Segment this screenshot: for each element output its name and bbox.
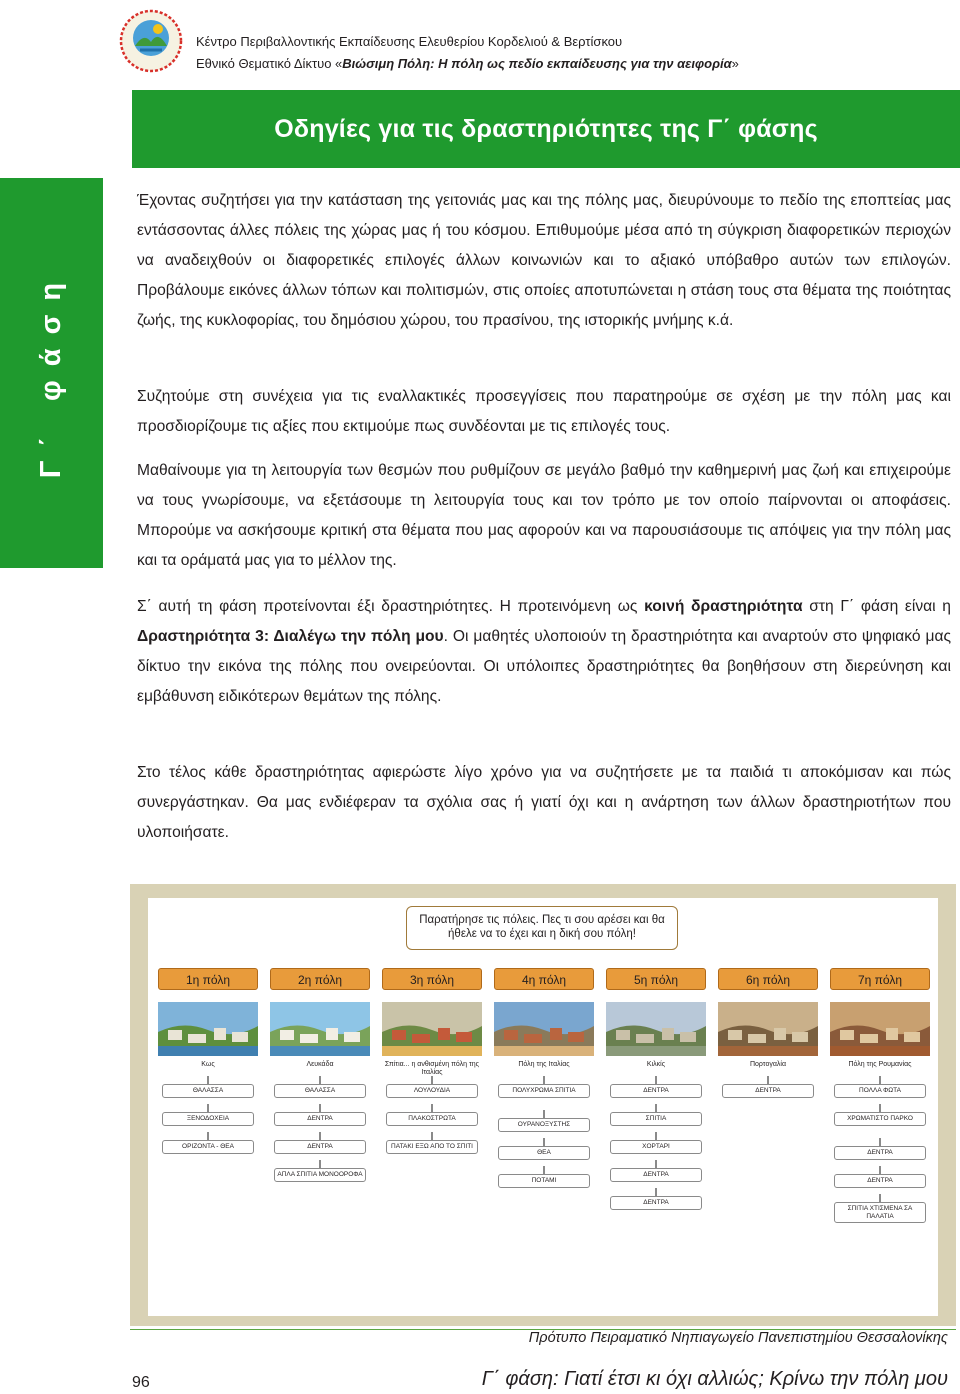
connector-line	[879, 1194, 881, 1202]
paragraph-closing: Στο τέλος κάθε δραστηριότητας αφιερώστε λίγο χρόνο για να συζητήσετε με τα παιδιά τι αποκόμισαν και πώς συνεργάστηκαν. Θα μας ενδιέφεραν τα σχόλια σας ή γιατί όχι και η ανάρτηση των άλλων δραστηριοτήτων που υλοποιήσατε.	[137, 764, 951, 841]
connector-line	[319, 1160, 321, 1168]
city-caption: Πόλη της Ρουμανίας	[848, 1061, 912, 1068]
connector-line	[207, 1104, 209, 1112]
paragraph-intro: Έχοντας συζητήσει για την κατάσταση της γειτονιάς μας και της πόλης μας, διευρύνουμε το πεδίο της εποπτείας μας εντάσσοντας άλλες πόλεις της χώρας μας ή του κόσμου. Επιθυμούμε μέσα από τη σύγκριση διαφορετικών περιοχών να αναδειχθούν οι διαφορετικές επιλογές άλλων κοινωνιών και το αξιακό υπόβαθρο αυτών των επιλογών. Προβάλουμε εικόνες άλλων τόπων και πολιτισμών, στις οποίες αποτυπώνεται η στάση τους στα θέματα της ποιότητας ζωής, της κυκλοφορίας, του δημόσιου χώρου, του πρασίνου, της ιστορικής μνήμης κ.ά.	[137, 192, 951, 329]
city-feature-tag: ΔΕΝΤΡΑ	[610, 1168, 702, 1182]
city-feature-tag: ΣΠΙΤΙΑ ΧΤΙΣΜΕΝΑ ΣΑ ΠΑΛΑΤΙΑ	[834, 1202, 926, 1223]
connector-line	[431, 1132, 433, 1140]
city-column	[602, 898, 710, 1316]
concept-map-title: Παρατήρησε τις πόλεις. Πες τι σου αρέσει και θα ήθελε να το έχει και η δική σου πόλη!	[406, 906, 678, 950]
connector-line	[431, 1104, 433, 1112]
city-caption: Πόλη της Ιταλίας	[518, 1061, 570, 1068]
city-label: 5η πόλη	[606, 968, 706, 990]
city-caption: Λευκάδα	[306, 1061, 334, 1068]
city-feature-tag: ΠΑΤΑΚΙ ΕΞΩ ΑΠΟ ΤΟ ΣΠΙΤΙ	[386, 1140, 478, 1154]
paragraph-activities: Σ΄ αυτή τη φάση προτείνονται έξι δραστηριότητες. Η προτεινόμενη ως κοινή δραστηριότητα στη Γ΄ φάση είναι η Δραστηριότητα 3: Διαλέγω την πόλη μου. Οι μαθητές υλοποιούν τη δραστηριότητα και αναρτούν στο ψηφιακό μας δίκτυο την εικόνα της πόλης που ονειρεύονται. Οι υπόλοιπες δραστηριότητες θα βοηθήσουν στη διερεύνηση και εμβάθυνση ειδικότερων θεμάτων της πόλης.	[137, 598, 951, 705]
city-photo	[270, 1002, 370, 1056]
connector-line	[655, 1188, 657, 1196]
figure-source: Πρότυπο Πειραματικό Νηπιαγωγείο Πανεπιστημίου Θεσσαλονίκης	[528, 1330, 948, 1346]
city-photo	[606, 1002, 706, 1056]
paragraph-institutions: Μαθαίνουμε για τη λειτουργία των θεσμών που ρυθμίζουν σε μεγάλο βαθμό την καθημερινή μας ζωή και επιχειρούμε να τους γνωρίσουμε, να εξετάσουμε τη λειτουργία τους και τον τρόπο με τον οποίο παίρνονται οι αποφάσεις. Μπορούμε να ασκήσουμε κριτική στα θέματα που μας αφορούν και να παρουσιάσουμε τις απόψεις για την πόλη μας και τα οράματά μας για το μέλλον της.	[137, 462, 951, 569]
side-phase-bar	[0, 178, 103, 568]
city-caption: Κιλκίς	[646, 1061, 666, 1068]
city-feature-tag: ΔΕΝΤΡΑ	[722, 1084, 814, 1098]
city-feature-tag: ΔΕΝΤΡΑ	[834, 1174, 926, 1188]
connector-line	[655, 1160, 657, 1168]
city-feature-tag: ΘΑΛΑΣΣΑ	[162, 1084, 254, 1098]
connector-line	[655, 1076, 657, 1084]
city-caption: Σπίτια... η ανθισμένη πόλη της Ιταλίας	[384, 1061, 480, 1076]
city-feature-tag: ΔΕΝΤΡΑ	[610, 1196, 702, 1210]
connector-line	[879, 1076, 881, 1084]
connector-line	[319, 1076, 321, 1084]
city-label: 1η πόλη	[158, 968, 258, 990]
connector-line	[879, 1166, 881, 1174]
concept-map-inner	[148, 898, 938, 1316]
city-photo	[718, 1002, 818, 1056]
city-photo	[382, 1002, 482, 1056]
connector-line	[207, 1132, 209, 1140]
city-feature-tag: ΠΟΛΛΑ ΦΩΤΑ	[834, 1084, 926, 1098]
page-number: 96	[132, 1374, 150, 1391]
city-feature-tag: ΘΕΑ	[498, 1146, 590, 1160]
connector-line	[767, 1076, 769, 1084]
city-feature-tag: ΔΕΝΤΡΑ	[274, 1112, 366, 1126]
cities-concept-map	[130, 884, 956, 1326]
city-label: 6η πόλη	[718, 968, 818, 990]
connector-line	[879, 1138, 881, 1146]
city-feature-tag: ΧΟΡΤΑΡΙ	[610, 1140, 702, 1154]
city-feature-tag: ΠΛΑΚΟΣΤΡΩΤΑ	[386, 1112, 478, 1126]
connector-line	[543, 1138, 545, 1146]
city-photo	[830, 1002, 930, 1056]
city-column	[154, 898, 262, 1316]
city-photo	[494, 1002, 594, 1056]
city-feature-tag: ΠΟΤΑΜΙ	[498, 1174, 590, 1188]
city-feature-tag: ΣΠΙΤΙΑ	[610, 1112, 702, 1126]
connector-line	[431, 1076, 433, 1084]
city-caption: Κως	[201, 1061, 215, 1068]
side-phase-label: Γ΄ φάση	[35, 268, 67, 478]
header-network-name: Εθνικό Θεματικό Δίκτυο «Βιώσιμη Πόλη: Η πόλη ως πεδίο εκπαίδευσης για την αειφορία»	[196, 56, 739, 71]
city-feature-tag: ΠΟΛΥΧΡΩΜΑ ΣΠΙΤΙΑ	[498, 1084, 590, 1098]
city-column	[266, 898, 374, 1316]
city-column	[490, 898, 598, 1316]
title-bar	[132, 90, 960, 168]
connector-line	[207, 1076, 209, 1084]
city-column	[378, 898, 486, 1316]
city-feature-tag: ΔΕΝΤΡΑ	[834, 1146, 926, 1160]
page-title: Οδηγίες για τις δραστηριότητες της Γ΄ φάσης	[274, 114, 818, 143]
city-feature-tag: ΧΡΩΜΑΤΙΣΤΟ ΠΑΡΚΟ	[834, 1112, 926, 1126]
city-feature-tag: ΘΑΛΑΣΣΑ	[274, 1084, 366, 1098]
connector-line	[879, 1104, 881, 1112]
city-feature-tag: ΞΕΝΟΔΟΧΕΙΑ	[162, 1112, 254, 1126]
connector-line	[319, 1104, 321, 1112]
city-caption: Πορτογαλία	[749, 1061, 787, 1068]
header-center-name: Κέντρο Περιβαλλοντικής Εκπαίδευσης Ελευθερίου Κορδελιού & Βερτίσκου	[196, 34, 623, 49]
city-feature-tag: ΟΥΡΑΝΟΞΥΣΤΗΣ	[498, 1118, 590, 1132]
connector-line	[543, 1166, 545, 1174]
city-photo	[158, 1002, 258, 1056]
paragraph-comparison: Συζητούμε στη συνέχεια για τις εναλλακτικές προσεγγίσεις που παρατηρούμε σε σχέση με την πόλη μας και προσδιορίζουμε τις αξίες που εκτιμούμε πως συνδέονται με τις επιλογές τους.	[137, 388, 951, 435]
connector-line	[655, 1132, 657, 1140]
city-column	[826, 898, 934, 1316]
city-label: 4η πόλη	[494, 968, 594, 990]
city-feature-tag: ΛΟΥΛΟΥΔΙΑ	[386, 1084, 478, 1098]
city-label: 3η πόλη	[382, 968, 482, 990]
city-feature-tag: ΑΠΛΑ ΣΠΙΤΙΑ ΜΟΝΟΟΡΟΦΑ	[274, 1168, 366, 1182]
city-column	[714, 898, 822, 1316]
center-logo	[118, 2, 184, 80]
connector-line	[543, 1110, 545, 1118]
city-feature-tag: ΟΡΙΖΟΝΤΑ - ΘΕΑ	[162, 1140, 254, 1154]
connector-line	[655, 1104, 657, 1112]
connector-line	[319, 1132, 321, 1140]
city-feature-tag: ΔΕΝΤΡΑ	[610, 1084, 702, 1098]
connector-line	[543, 1076, 545, 1084]
city-feature-tag: ΔΕΝΤΡΑ	[274, 1140, 366, 1154]
city-label: 2η πόλη	[270, 968, 370, 990]
city-label: 7η πόλη	[830, 968, 930, 990]
running-footer-title: Γ΄ φάση: Γιατί έτσι κι όχι αλλιώς; Κρίνω την πόλη μου	[481, 1368, 948, 1390]
